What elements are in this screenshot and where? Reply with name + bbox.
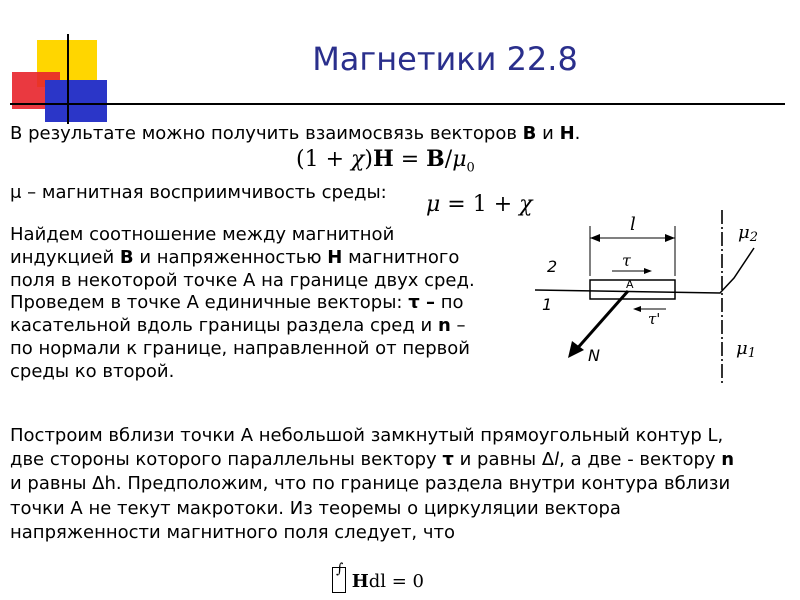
intro-line: [10, 122, 580, 145]
para1-l2c: и напряженностью: [133, 246, 328, 268]
formula-mu-chi: [426, 192, 533, 217]
para1-line-5: [10, 315, 475, 338]
formula2-chi: χ: [519, 192, 533, 217]
tau-prime-arrow-head: [633, 306, 641, 312]
para2-line-3: и равны Δh. Предположим, что по границе раздела внутри контура вблизи: [10, 473, 731, 495]
para1-vector-b: B: [119, 246, 134, 268]
label-mu2-symbol: μ: [738, 222, 750, 243]
formula2-mu: μ: [426, 192, 441, 217]
label-mu1-sub: 1: [747, 346, 756, 361]
label-tau: τ: [622, 251, 631, 270]
para1-line-4: [10, 292, 475, 315]
formula1-open: (1 +: [296, 147, 345, 172]
para2-vector-n: n: [721, 449, 735, 471]
para1-l4a: Проведем в точке А единичные векторы:: [10, 292, 409, 314]
tau-arrow-head: [644, 268, 652, 274]
label-mu1: [736, 338, 756, 361]
intro-vector-b: B: [522, 123, 537, 144]
paragraph-2: [10, 424, 734, 545]
label-mu1-symbol: μ: [736, 338, 748, 359]
label-1: 1: [542, 295, 553, 314]
label-2: 2: [547, 257, 558, 276]
para1-l5a: касательной вдоль границы раздела сред и: [10, 315, 438, 337]
paragraph-1: [10, 224, 475, 384]
para2-l2c: и равны Δ: [453, 449, 555, 471]
label-a: A: [626, 278, 634, 291]
formula1-close: ): [364, 147, 373, 172]
para1-line-1: Найдем соотношение между магнитной: [10, 224, 395, 245]
integral-sign-icon: ∫: [330, 565, 346, 595]
mu-text: – магнитная восприимчивость среды:: [21, 182, 387, 203]
formula1-b: B: [426, 146, 445, 172]
para1-line-7: среды ко второй.: [10, 360, 175, 382]
para1-vector-tau: τ –: [408, 292, 435, 314]
para1-l5c: –: [450, 315, 466, 337]
decor-horizontal-line: [10, 103, 785, 105]
dimension-arrow-right: [665, 234, 675, 242]
formula3-dl: dl: [368, 571, 387, 592]
boundary-figure: [520, 198, 800, 398]
para2-line-5: напряженности магнитного поля следует, что: [10, 521, 455, 543]
formula1-chi: χ: [351, 147, 365, 172]
label-mu2: [738, 222, 758, 245]
para2-l2d: l: [554, 449, 560, 471]
para1-line-2: [10, 247, 475, 270]
para2-line-1: Построим вблизи точки А небольшой замкнутый прямоугольный контур L,: [10, 425, 724, 446]
para1-vector-h: H: [327, 246, 343, 268]
susceptibility-line: [10, 181, 387, 204]
intro-text-1: В результате можно получить взаимосвязь векторов: [10, 123, 523, 144]
label-n: N: [588, 346, 600, 365]
intro-text-3: .: [574, 123, 581, 144]
intro-text-2: и: [536, 123, 560, 144]
label-tau-prime: τ': [648, 310, 661, 328]
slide-title: Магнетики 22.8: [312, 40, 578, 78]
formula1-sub: 0: [466, 160, 475, 176]
formula3-eq: = 0: [386, 571, 425, 592]
para2-l2a: две стороны которого параллельны вектору: [10, 449, 443, 471]
formula-circulation: [330, 561, 425, 595]
formula1-mu: μ: [452, 147, 467, 172]
decor-blue-square: [45, 80, 107, 122]
formula1-eq: =: [393, 147, 427, 172]
para2-line-4: точки А не текут макротоки. Из теоремы о циркуляции вектора: [10, 497, 621, 519]
formula1-h: H: [372, 146, 394, 172]
para1-l2a: индукцией: [10, 246, 120, 268]
formula-h-b-relation: [296, 146, 475, 175]
para1-l2e: магнитного: [342, 246, 460, 268]
para2-l2e: , а две - вектору: [559, 449, 722, 471]
intro-vector-h: H: [559, 123, 575, 144]
formula3-h: H: [351, 571, 369, 592]
label-mu2-sub: 2: [749, 230, 758, 245]
para1-line-6: по нормали к границе, направленной от первой: [10, 337, 470, 359]
mu-symbol: μ: [10, 182, 22, 203]
para2-vector-tau: τ: [442, 449, 454, 471]
para1-line-3: поля в некоторой точке А на границе двух сред.: [10, 269, 475, 291]
para1-vector-n: n: [437, 315, 451, 337]
formula1-slash: /: [444, 147, 453, 172]
label-l: l: [630, 214, 636, 235]
para1-l4c: по: [434, 292, 464, 314]
decor-vertical-line: [67, 34, 69, 124]
dimension-arrow-left: [590, 234, 600, 242]
para2-line-2: [10, 448, 734, 472]
formula2-eq: = 1 +: [440, 192, 520, 217]
normal-arrow-line: [575, 291, 628, 351]
